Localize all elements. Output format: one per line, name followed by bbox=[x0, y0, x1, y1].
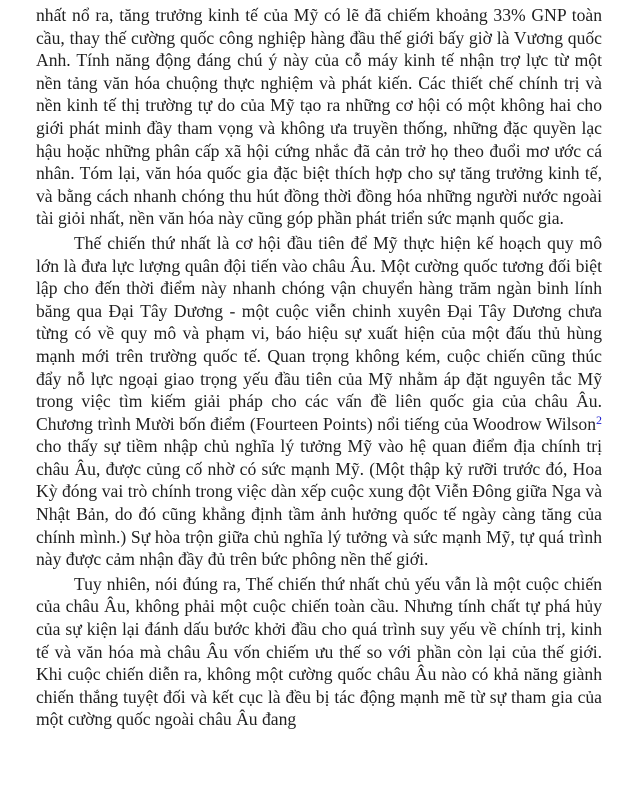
footnote-reference-link[interactable]: 2 bbox=[596, 412, 602, 427]
paragraph-2 bbox=[36, 232, 602, 571]
paragraph-1 bbox=[36, 4, 602, 230]
document-page bbox=[36, 4, 602, 731]
paragraph-3-text: Tuy nhiên, nói đúng ra, Thế chiến thứ nhất chủ yếu vẫn là một cuộc chiến của châu Âu, không phải một cuộc chiến toàn cầu. Nhưng tính chất tự phá hủy của sự kiện lại đánh dấu bước khởi đầu cho quá trình suy yếu về chính trị, kinh tế và văn hóa mà châu Âu vốn chiếm ưu thế so với phần còn lại của thế giới. Khi cuộc chiến diễn ra, không một cường quốc châu Âu nào có khả năng giành chiến thắng tuyệt đối và kết cục là đều bị tác động mạnh mẽ từ sự tham gia của một cường quốc ngoài châu Âu đang bbox=[36, 573, 602, 730]
paragraph-2-text-before-footnote: Thế chiến thứ nhất là cơ hội đầu tiên để Mỹ thực hiện kế hoạch quy mô lớn là đưa lực lượng quân đội tiến vào châu Âu. Một cường quốc tương đối biệt lập cho đến thời điểm này nhanh chóng vận chuyển hàng trăm ngàn binh lính băng qua Đại Tây Dương - một cuộc viễn chinh xuyên Đại Tây Dương chưa từng có về quy mô và phạm vi, báo hiệu sự xuất hiện của một đấu thủ hùng mạnh mới trên trường quốc tế. Quan trọng không kém, cuộc chiến cũng thúc đẩy nỗ lực ngoại giao trọng yếu đầu tiên của Mỹ nhằm áp đặt nguyên tắc Mỹ trong việc tìm kiếm giải pháp cho các vấn đề liên quốc gia của châu Âu. Chương trình Mười bốn điểm (Fourteen Points) nổi tiếng của Woodrow Wilson bbox=[36, 232, 602, 434]
paragraph-2-text-after-footnote: cho thấy sự tiềm nhập chủ nghĩa lý tưởng Mỹ vào hệ quan điểm địa chính trị châu Âu, được củng cố nhờ có sức mạnh Mỹ. (Một thập kỷ rưỡi trước đó, Hoa Kỳ đóng vai trò chính trong việc dàn xếp cuộc xung đột Viễn Đông giữa Nga và Nhật Bản, do đó cũng khẳng định tầm ảnh hưởng quốc tế ngày càng tăng của chính mình.) Sự hòa trộn giữa chủ nghĩa lý tưởng và sức mạnh Mỹ, tự quá trình này được cảm nhận đầy đủ trên bức phông nền thế giới. bbox=[36, 436, 602, 570]
paragraph-1-text: nhất nổ ra, tăng trưởng kinh tế của Mỹ có lẽ đã chiếm khoảng 33% GNP toàn cầu, thay thế cường quốc công nghiệp hàng đầu thế giới bấy giờ là Vương quốc Anh. Tính năng động đáng chú ý này của cỗ máy kinh tế nhận trợ lực từ một nền tảng văn hóa chuộng thực nghiệm và phát kiến. Các thiết chế chính trị và nền kinh tế thị trường tự do của Mỹ tạo ra những cơ hội có một không hai cho giới phát minh đầy tham vọng và không ưa truyền thống, những đặc quyền lạc hậu hoặc những phân cấp xã hội cứng nhắc đã cản trở họ theo đuổi mơ ước cá nhân. Tóm lại, văn hóa quốc gia đặc biệt thích hợp cho sự tăng trưởng kinh tế, và bằng cách nhanh chóng thu hút đồng thời đồng hóa những người nước ngoài tài giỏi nhất, nền văn hóa này cũng góp phần phát triển sức mạnh quốc gia. bbox=[36, 5, 602, 229]
paragraph-3 bbox=[36, 573, 602, 731]
